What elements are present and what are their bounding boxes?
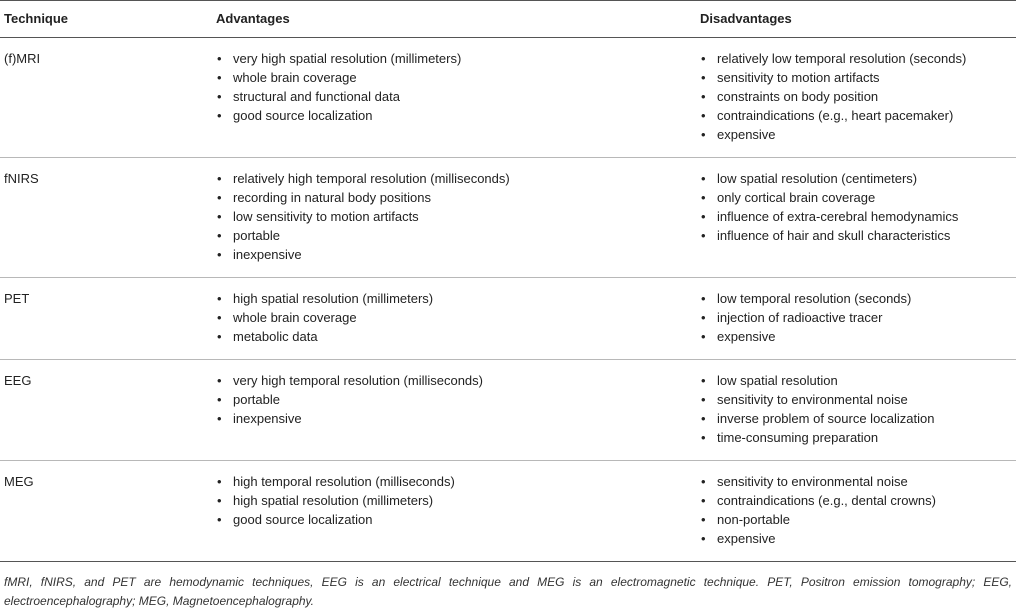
disadvantage-item: • low temporal resolution (seconds) xyxy=(700,289,1016,308)
disadvantages-cell xyxy=(696,158,1016,278)
table-body xyxy=(0,38,1016,562)
disadvantage-item: • constraints on body position xyxy=(700,87,1016,106)
disadvantage-item: • expensive xyxy=(700,529,1016,548)
advantages-cell xyxy=(212,158,696,278)
disadvantage-item: • sensitivity to environmental noise xyxy=(700,390,1016,409)
disadvantage-item: • contraindications (e.g., heart pacemaker) xyxy=(700,106,1016,125)
advantages-list xyxy=(216,472,696,529)
table-row xyxy=(0,461,1016,562)
disadvantage-item: • low spatial resolution xyxy=(700,371,1016,390)
disadvantages-cell xyxy=(696,278,1016,360)
advantage-item: • low sensitivity to motion artifacts xyxy=(216,207,696,226)
technique-cell: EEG xyxy=(0,360,212,461)
advantages-cell xyxy=(212,461,696,562)
advantage-item: • recording in natural body positions xyxy=(216,188,696,207)
table-row xyxy=(0,158,1016,278)
table-header xyxy=(0,1,1016,38)
advantages-cell xyxy=(212,38,696,158)
disadvantage-item: • low spatial resolution (centimeters) xyxy=(700,169,1016,188)
disadvantage-item: • influence of extra-cerebral hemodynamics xyxy=(700,207,1016,226)
technique-cell: MEG xyxy=(0,461,212,562)
disadvantages-list xyxy=(700,49,1016,144)
disadvantage-item: • only cortical brain coverage xyxy=(700,188,1016,207)
advantage-item: • high spatial resolution (millimeters) xyxy=(216,289,696,308)
table-row xyxy=(0,360,1016,461)
disadvantage-item: • sensitivity to motion artifacts xyxy=(700,68,1016,87)
disadvantage-item: • non-portable xyxy=(700,510,1016,529)
advantage-item: • portable xyxy=(216,226,696,245)
table-row xyxy=(0,278,1016,360)
header-technique: Technique xyxy=(0,1,212,38)
advantage-item: • inexpensive xyxy=(216,245,696,264)
disadvantage-item: • expensive xyxy=(700,125,1016,144)
advantage-item: • portable xyxy=(216,390,696,409)
advantages-list xyxy=(216,371,696,428)
advantage-item: • structural and functional data xyxy=(216,87,696,106)
advantage-item: • good source localization xyxy=(216,510,696,529)
header-advantages: Advantages xyxy=(212,1,696,38)
technique-cell: (f)MRI xyxy=(0,38,212,158)
header-row xyxy=(0,1,1016,38)
disadvantage-item: • sensitivity to environmental noise xyxy=(700,472,1016,491)
advantages-list xyxy=(216,169,696,264)
disadvantage-item: • injection of radioactive tracer xyxy=(700,308,1016,327)
advantage-item: • relatively high temporal resolution (milliseconds) xyxy=(216,169,696,188)
disadvantages-list xyxy=(700,289,1016,346)
disadvantages-cell xyxy=(696,360,1016,461)
advantages-cell xyxy=(212,360,696,461)
advantage-item: • inexpensive xyxy=(216,409,696,428)
disadvantage-item: • inverse problem of source localization xyxy=(700,409,1016,428)
advantage-item: • very high temporal resolution (milliseconds) xyxy=(216,371,696,390)
technique-cell: PET xyxy=(0,278,212,360)
technique-cell: fNIRS xyxy=(0,158,212,278)
disadvantages-cell xyxy=(696,38,1016,158)
table-footnote: fMRI, fNIRS, and PET are hemodynamic techniques, EEG is an electrical technique and MEG is an electromagnetic technique. PET, Positron emission tomography; EEG, electroencephalography; MEG, Magnetoencephalography. xyxy=(4,575,1012,608)
disadvantage-item: • time-consuming preparation xyxy=(700,428,1016,447)
disadvantage-item: • influence of hair and skull characteristics xyxy=(700,226,1016,245)
advantages-list xyxy=(216,49,696,125)
advantage-item: • metabolic data xyxy=(216,327,696,346)
advantages-cell xyxy=(212,278,696,360)
advantage-item: • whole brain coverage xyxy=(216,308,696,327)
advantage-item: • good source localization xyxy=(216,106,696,125)
disadvantages-cell xyxy=(696,461,1016,562)
advantages-list xyxy=(216,289,696,346)
advantage-item: • whole brain coverage xyxy=(216,68,696,87)
disadvantage-item: • expensive xyxy=(700,327,1016,346)
advantage-item: • high temporal resolution (milliseconds) xyxy=(216,472,696,491)
disadvantage-item: • contraindications (e.g., dental crowns) xyxy=(700,491,1016,510)
advantage-item: • very high spatial resolution (millimeters) xyxy=(216,49,696,68)
disadvantage-item: • relatively low temporal resolution (seconds) xyxy=(700,49,1016,68)
advantage-item: • high spatial resolution (millimeters) xyxy=(216,491,696,510)
disadvantages-list xyxy=(700,371,1016,447)
table-row xyxy=(0,38,1016,158)
header-disadvantages: Disadvantages xyxy=(696,1,1016,38)
disadvantages-list xyxy=(700,169,1016,245)
disadvantages-list xyxy=(700,472,1016,548)
